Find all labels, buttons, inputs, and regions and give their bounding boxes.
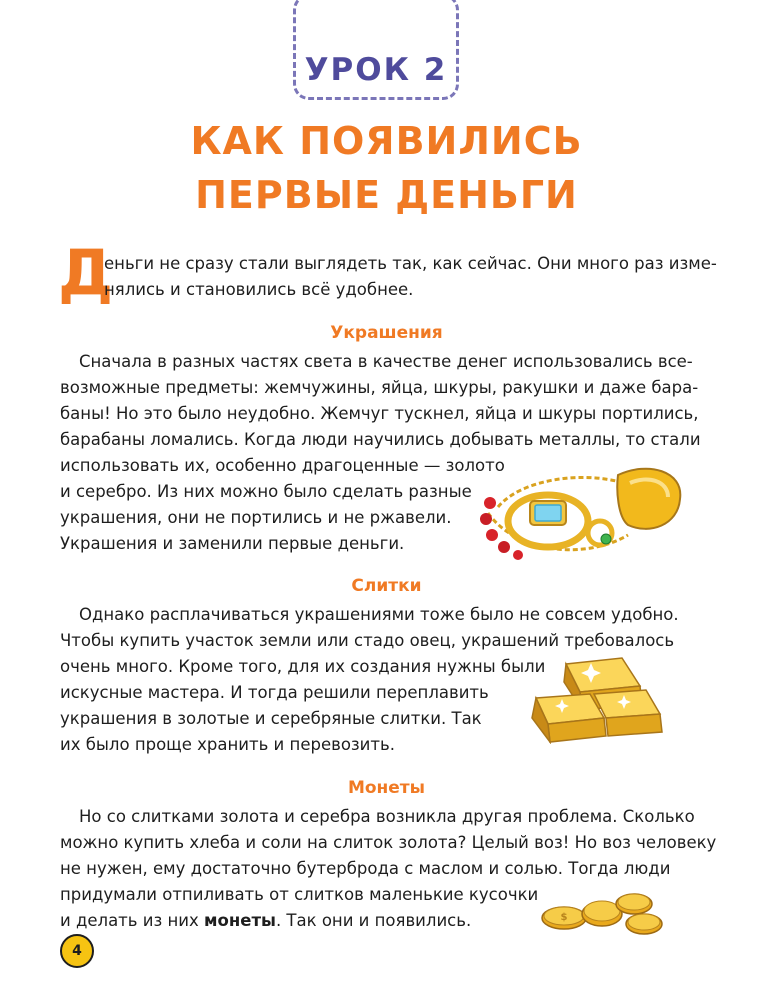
- section-line: украшения, они не портились и не ржавели.: [60, 508, 452, 527]
- jewelry-illustration: [468, 455, 696, 565]
- section-line: возможные предметы: жемчужины, яйца, шкуры, ракушки и даже бара-: [60, 378, 699, 397]
- bold-term-coins: монеты: [204, 911, 276, 930]
- section-heading-jewelry: Украшения: [330, 323, 443, 343]
- page-title: [0, 114, 773, 222]
- intro-line: нялись и становились всё удобнее.: [104, 280, 414, 299]
- section-line: искусные мастера. И тогда решили переплавить: [60, 683, 489, 702]
- text-fragment: и делать из них: [60, 911, 205, 930]
- section-line: Украшения и заменили первые деньги.: [60, 534, 405, 553]
- section-line: очень много. Кроме того, для их создания нужны были: [60, 657, 546, 676]
- section-line: барабаны ломались. Когда люди научились добывать металлы, то стали: [60, 430, 701, 449]
- section-line: их было проще хранить и перевозить.: [60, 735, 395, 754]
- section-line: и серебро. Из них можно было сделать разные: [60, 482, 472, 501]
- section-line: Чтобы купить участок земли или стадо овец, украшений требовалось: [60, 631, 675, 650]
- page-number-badge: 4: [60, 934, 94, 968]
- page-title-line-2: ПЕРВЫЕ ДЕНЬГИ: [195, 173, 578, 217]
- gold-coins-illustration: [538, 888, 668, 938]
- section-heading-coins: Монеты: [347, 778, 426, 798]
- gold-ingots-illustration: [518, 648, 668, 744]
- intro-line: еньги не сразу стали выглядеть так, как сейчас. Они много раз изме-: [104, 254, 717, 273]
- section-last-line: [60, 908, 471, 934]
- section-line: придумали отпиливать от слитков маленькие кусочки: [60, 885, 539, 904]
- drop-cap: Д: [58, 236, 114, 309]
- section-line: можно купить хлеба и соли на слиток золота? Целый воз! Но воз человеку: [60, 833, 717, 852]
- section-line: Но со слитками золота и серебра возникла другая проблема. Сколько: [79, 807, 695, 826]
- section-line: баны! Но это было неудобно. Жемчуг тускнел, яйца и шкуры портились,: [60, 404, 699, 423]
- section-heading-ingots: Слитки: [351, 576, 422, 596]
- section-line: использовать их, особенно драгоценные — золото: [60, 456, 505, 475]
- lesson-label: УРОК 2: [304, 52, 448, 88]
- svg-text:$: $: [560, 912, 568, 923]
- text-fragment: . Так они и появились.: [275, 911, 472, 930]
- section-line: украшения в золотые и серебряные слитки. Так: [60, 709, 482, 728]
- section-line: Однако расплачиваться украшениями тоже было не совсем удобно.: [79, 605, 679, 624]
- page-title-line-1: КАК ПОЯВИЛИСЬ: [190, 119, 583, 163]
- section-line: не нужен, ему достаточно бутерброда с маслом и солью. Тогда люди: [60, 859, 671, 878]
- section-line: Сначала в разных частях света в качестве денег использовались все-: [79, 352, 693, 371]
